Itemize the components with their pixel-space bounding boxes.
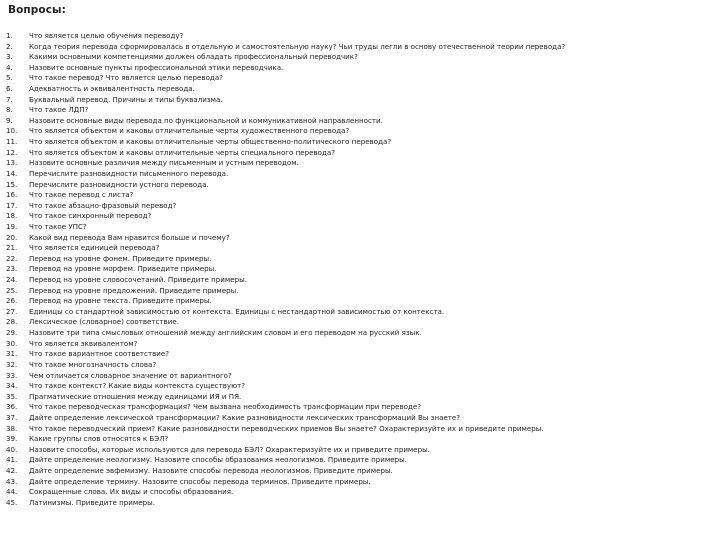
question-text: Какой вид перевода Вам нравится больше и почему? [29, 232, 230, 242]
question-number: 6. [6, 84, 13, 94]
question-item [6, 105, 712, 116]
question-text: Какими основными компетенциями должен обладать профессиональный переводчик? [29, 52, 358, 62]
question-text: Назовите три типа смысловых отношений между английским словом и его переводом на русский язык. [29, 328, 422, 338]
question-text: Перечислите разновидности устного перевода. [29, 179, 209, 189]
question-text: Дайте определение термину. Назовите способы перевода терминов. Приведите примеры. [29, 476, 371, 486]
question-text: Перевод на уровне текста. Приведите примеры. [29, 296, 212, 306]
question-number: 25. [6, 285, 18, 295]
question-text: Перевод на уровне предложений. Приведите примеры. [29, 285, 239, 295]
question-item [6, 381, 712, 392]
question-text: Назовите основные виды перевода по функциональной и коммуникативной направленности. [29, 115, 383, 125]
question-text: Что такое абзацно-фразовый перевод? [29, 200, 177, 210]
question-number: 23. [6, 264, 18, 274]
question-number: 32. [6, 359, 18, 369]
question-text: Сокращенные слова. Их виды и способы образования. [29, 487, 234, 497]
question-item [6, 487, 712, 498]
question-text: Какие группы слов относятся к БЭЛ? [29, 434, 169, 444]
question-text: Когда теория перевода сформировалась в отдельную и самостоятельную науку? Чьи труды легли в основу отечественной теории перевода? [29, 41, 566, 51]
question-item [6, 339, 712, 350]
question-text: Дайте определение лексической трансформации? Какие разновидности лексических трансформаций Вы знаете? [29, 412, 461, 422]
question-number: 1. [6, 31, 13, 40]
question-number: 33. [6, 370, 18, 380]
question-item [6, 180, 712, 191]
question-number: 42. [6, 465, 18, 475]
question-text: Что такое контекст? Какие виды контекста существуют? [29, 381, 245, 391]
question-number: 28. [6, 317, 18, 327]
question-item [6, 137, 712, 148]
question-text: Что такое УПС? [29, 221, 87, 231]
question-item [6, 243, 712, 254]
question-item [6, 52, 712, 63]
question-number: 13. [6, 158, 18, 168]
question-number: 20. [6, 232, 18, 242]
question-text: Что такое перевод? Что является целью перевода? [29, 73, 223, 83]
question-number: 26. [6, 296, 18, 306]
question-item [6, 254, 712, 265]
question-text: Перевод на уровне фонем. Приведите примеры. [29, 253, 212, 263]
question-number: 14. [6, 168, 18, 178]
question-item [6, 445, 712, 456]
question-item [6, 328, 712, 339]
question-number: 21. [6, 243, 18, 253]
question-text: Что является объектом и каковы отличительные черты общественно-политического перевода? [29, 137, 392, 147]
question-text: Что такое многозначность слова? [29, 359, 157, 369]
question-item [6, 307, 712, 318]
question-number: 36. [6, 402, 18, 412]
question-number: 40. [6, 444, 18, 454]
question-item [6, 31, 712, 42]
question-item [6, 158, 712, 169]
question-item [6, 498, 712, 509]
question-item [6, 466, 712, 477]
question-item [6, 477, 712, 488]
question-text: Лексическое (словарное) соответствие. [29, 317, 179, 327]
question-text: Чем отличается словарное значение от вариантного? [29, 370, 232, 380]
question-text: Перечислите разновидности письменного перевода. [29, 168, 229, 178]
question-item [6, 190, 712, 201]
question-text: Дайте определение неологизму. Назовите способы образования неологизмов. Приведите примеры. [29, 455, 407, 465]
question-item [6, 455, 712, 466]
question-item [6, 434, 712, 445]
question-item [6, 233, 712, 244]
question-number: 5. [6, 73, 13, 83]
question-item [6, 148, 712, 159]
question-number: 17. [6, 200, 18, 210]
question-text: Что является объектом и каковы отличительные черты специального перевода? [29, 147, 336, 157]
question-number: 3. [6, 52, 13, 62]
question-item [6, 95, 712, 106]
question-number: 4. [6, 62, 13, 72]
question-text: Буквальный перевод. Причины и типы буквализма. [29, 94, 223, 104]
question-text: Перевод на уровне морфем. Приведите примеры. [29, 264, 217, 274]
question-number: 7. [6, 94, 13, 104]
question-text: Единицы со стандартной зависимостью от контекста. Единицы с нестандартной зависимостью от контекста. [29, 306, 445, 316]
question-item [6, 286, 712, 297]
question-number: 2. [6, 41, 13, 51]
question-text: Что такое переводческий прием? Какие разновидности переводческих приемов Вы знаете? Охарактеризуйте их и приведите примеры. [29, 423, 544, 433]
question-item [6, 42, 712, 53]
question-number: 41. [6, 455, 18, 465]
question-item [6, 424, 712, 435]
question-text: Назовите основные пункты профессиональной этики переводчика. [29, 62, 284, 72]
question-number: 38. [6, 423, 18, 433]
question-number: 39. [6, 434, 18, 444]
question-number: 35. [6, 391, 18, 401]
question-item [6, 349, 712, 360]
question-list [6, 31, 712, 508]
question-number: 30. [6, 338, 18, 348]
question-item [6, 201, 712, 212]
question-number: 22. [6, 253, 18, 263]
question-text: Что такое синхронный перевод? [29, 211, 152, 221]
question-item [6, 296, 712, 307]
question-number: 9. [6, 115, 13, 125]
question-text: Дайте определение эвфемизму. Назовите способы перевода неологизмов. Приведите примеры. [29, 465, 393, 475]
question-text: Что является единицей перевода? [29, 243, 160, 253]
question-text: Что такое переводческая трансформация? Чем вызвана необходимость трансформации при переводе? [29, 402, 422, 412]
question-number: 37. [6, 412, 18, 422]
question-number: 10. [6, 126, 18, 136]
question-item [6, 317, 712, 328]
question-item [6, 360, 712, 371]
question-number: 18. [6, 211, 18, 221]
question-text: Что является целью обучения переводу? [29, 31, 184, 40]
question-number: 44. [6, 487, 18, 497]
question-number: 34. [6, 381, 18, 391]
question-item [6, 402, 712, 413]
question-number: 11. [6, 137, 18, 147]
question-item [6, 222, 712, 233]
question-number: 24. [6, 275, 18, 285]
question-item [6, 413, 712, 424]
question-text: Назовите основные различия между письменным и устным переводом. [29, 158, 299, 168]
question-number: 8. [6, 105, 13, 115]
question-item [6, 126, 712, 137]
question-number: 45. [6, 497, 18, 507]
question-number: 19. [6, 221, 18, 231]
question-text: Что является эквивалентом? [29, 338, 138, 348]
question-number: 12. [6, 147, 18, 157]
document-title: Вопросы: [8, 4, 66, 16]
question-text: Что является объектом и каковы отличительные черты художественного перевода? [29, 126, 350, 136]
question-number: 29. [6, 328, 18, 338]
question-text: Что такое ЛДП? [29, 105, 89, 115]
question-text: Назовите способы, которые используются для перевода БЭЛ? Охарактеризуйте их и приведите примеры. [29, 444, 431, 454]
question-item [6, 371, 712, 382]
question-text: Прагматические отношения между единицами ИЯ и ПЯ. [29, 391, 242, 401]
question-text: Перевод на уровне словосочетаний. Приведите примеры. [29, 275, 247, 285]
question-item [6, 116, 712, 127]
question-number: 15. [6, 179, 18, 189]
question-text: Что такое перевод с листа? [29, 190, 134, 200]
question-item [6, 211, 712, 222]
question-item [6, 84, 712, 95]
question-number: 43. [6, 476, 18, 486]
question-number: 31. [6, 349, 18, 359]
question-text: Адекватность и эквивалентность перевода. [29, 84, 195, 94]
question-item [6, 264, 712, 275]
question-number: 27. [6, 306, 18, 316]
question-item [6, 73, 712, 84]
question-text: Что такое вариантное соответствие? [29, 349, 170, 359]
question-item [6, 275, 712, 286]
question-number: 16. [6, 190, 18, 200]
question-text: Латинизмы. Приведите примеры. [29, 497, 155, 507]
question-item [6, 63, 712, 74]
question-item [6, 169, 712, 180]
question-item [6, 392, 712, 403]
